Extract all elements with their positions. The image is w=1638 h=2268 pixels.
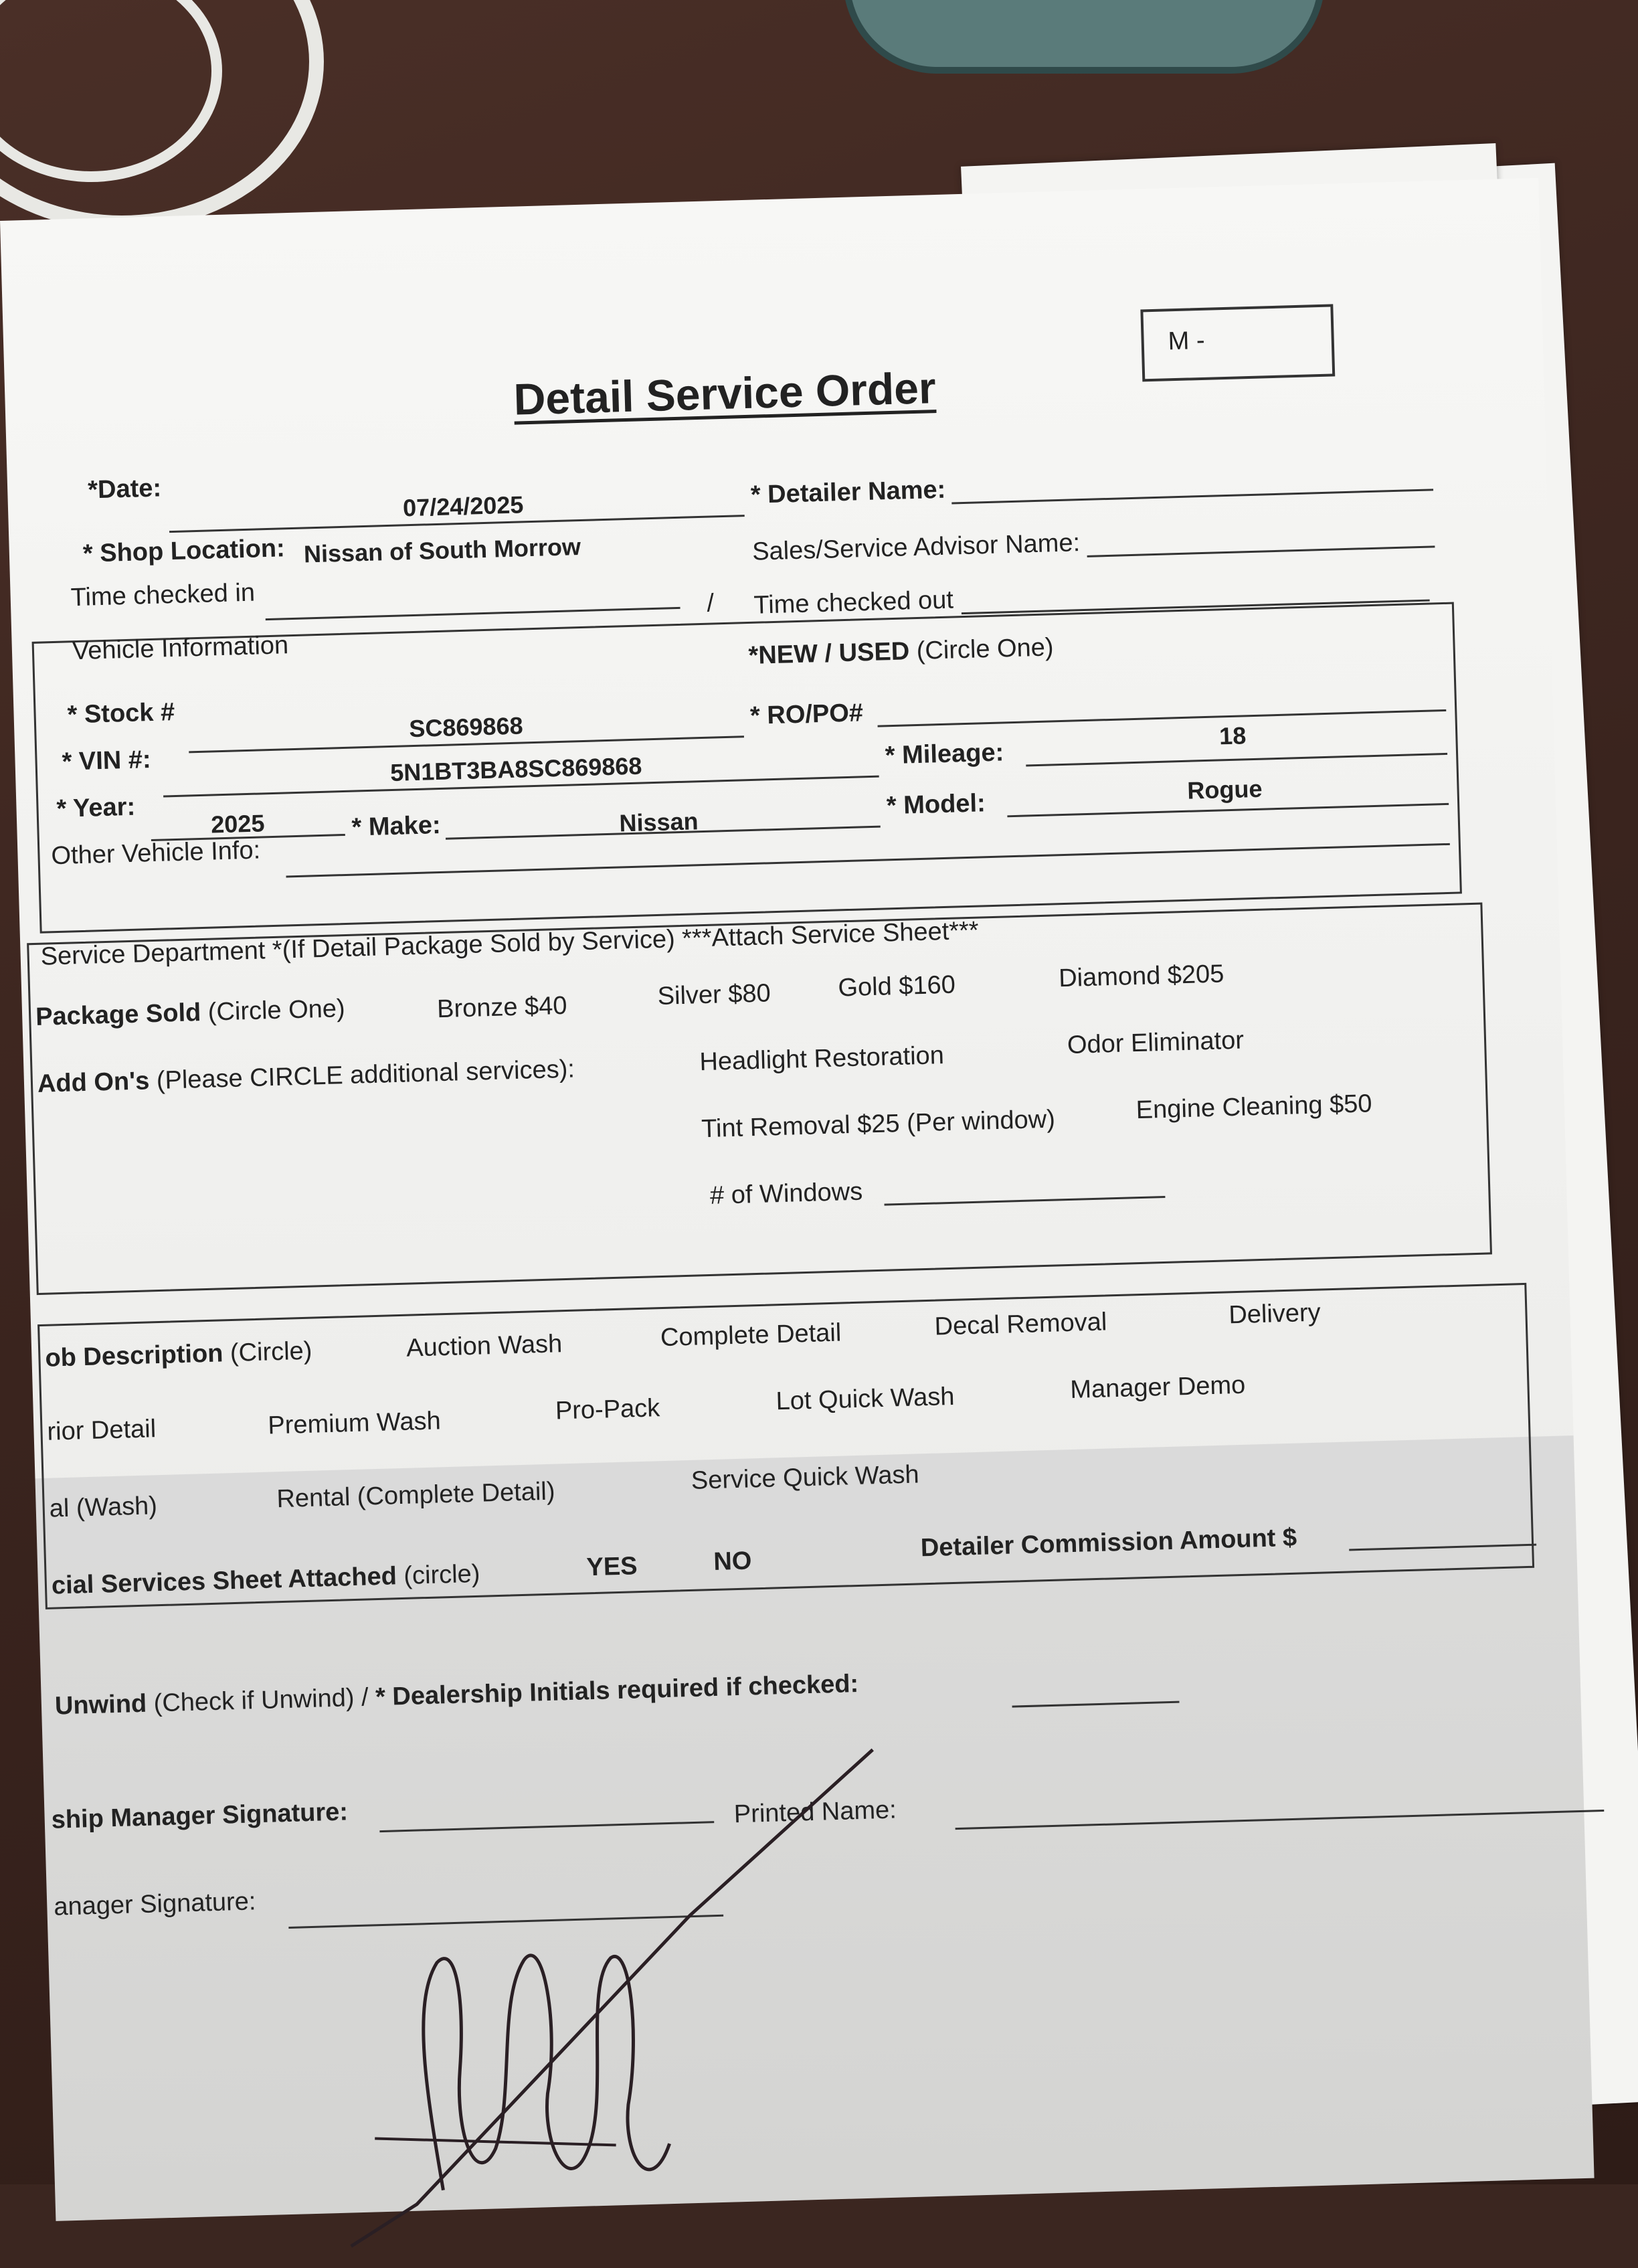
vin-label: * VIN #:: [62, 746, 152, 776]
job-premium-wash: Premium Wash: [267, 1407, 442, 1440]
mileage-value: 18: [1218, 721, 1247, 750]
service-department-label: Service Department *(If Detail Package Sold by Service) ***Attach Service Sheet***: [40, 916, 980, 971]
make-value: Nissan: [618, 807, 699, 837]
job-rental-complete-detail: Rental (Complete Detail): [276, 1477, 555, 1514]
special-services-hint: (circle): [403, 1559, 480, 1590]
commission-label: Detailer Commission Amount $: [920, 1523, 1297, 1563]
job-delivery: Delivery: [1228, 1298, 1322, 1330]
special-yes: YES: [585, 1552, 638, 1582]
job-complete-detail: Complete Detail: [660, 1318, 842, 1353]
job-interior-detail: rior Detail: [46, 1415, 157, 1446]
stock-label: * Stock #: [67, 698, 175, 729]
unwind-hint: (Check if Unwind) /: [153, 1683, 369, 1718]
package-sold-label: Package Sold: [35, 998, 201, 1031]
page-title: Detail Service Order: [513, 363, 937, 424]
stock-value: SC869868: [408, 711, 524, 743]
special-services-label: cial Services Sheet Attached: [51, 1562, 397, 1600]
year-label: * Year:: [56, 792, 136, 823]
other-vehicle-info-label: Other Vehicle Info:: [50, 836, 261, 871]
addon-tint-removal: Tint Removal $25 (Per window): [701, 1105, 1056, 1144]
date-value: 07/24/2025: [402, 491, 524, 522]
unwind-label: Unwind: [54, 1689, 147, 1721]
vin-value: 5N1BT3BA8SC869868: [389, 752, 642, 787]
addon-odor-eliminator: Odor Eliminator: [1067, 1026, 1245, 1059]
date-label: *Date:: [87, 474, 162, 505]
addons-label: Add On's: [37, 1067, 150, 1098]
addon-headlight-restoration: Headlight Restoration: [699, 1041, 945, 1077]
advisor-name-label: Sales/Service Advisor Name:: [751, 529, 1081, 566]
windows-label: # of Windows: [709, 1177, 863, 1210]
manager-signature-label: ship Manager Signature:: [51, 1798, 349, 1834]
initials-label: * Dealership Initials required if checked:: [375, 1670, 859, 1712]
job-manager-demo: Manager Demo: [1069, 1371, 1246, 1405]
second-manager-signature-label: anager Signature:: [53, 1887, 256, 1921]
handwritten-signature: [323, 1708, 940, 2260]
detailer-name-line: [951, 489, 1433, 504]
time-in-line: [266, 607, 680, 620]
package-bronze: Bronze $40: [436, 991, 568, 1024]
package-sold-hint: (Circle One): [207, 994, 346, 1027]
vehicle-info-label: Vehicle Information: [72, 631, 289, 666]
mileage-label: * Mileage:: [885, 738, 1004, 770]
job-auction-wash: Auction Wash: [405, 1330, 563, 1363]
job-service-quick-wash: Service Quick Wash: [691, 1460, 920, 1495]
m-box-label: M -: [1168, 326, 1206, 356]
time-separator: /: [706, 589, 715, 618]
new-used-text: *NEW / USED: [747, 637, 910, 671]
shop-location-label: * Shop Location:: [82, 534, 286, 568]
job-decal-removal: Decal Removal: [934, 1308, 1107, 1341]
year-value: 2025: [210, 809, 265, 839]
detail-service-order-sheet: [0, 178, 1595, 2221]
ro-po-label: * RO/PO#: [749, 699, 864, 730]
printed-name-label: Printed Name:: [733, 1796, 897, 1829]
job-description-hint: (Circle): [230, 1336, 312, 1368]
model-label: * Model:: [886, 789, 986, 820]
package-silver: Silver $80: [657, 979, 771, 1011]
teal-device: [843, 0, 1325, 74]
job-lot-quick-wash: Lot Quick Wash: [776, 1382, 955, 1416]
advisor-name-line: [1087, 545, 1435, 557]
job-rental-wash: al (Wash): [49, 1492, 158, 1523]
shop-location-value: Nissan of South Morrow: [303, 532, 581, 568]
make-label: * Make:: [351, 810, 442, 842]
special-no: NO: [713, 1547, 752, 1576]
new-used-hint: (Circle One): [916, 633, 1055, 665]
detailer-name-label: * Detailer Name:: [750, 475, 946, 509]
package-gold: Gold $160: [837, 970, 956, 1002]
job-description-label: ob Description: [44, 1339, 224, 1373]
m-number-box: [1140, 304, 1335, 381]
job-pro-pack: Pro-Pack: [555, 1394, 660, 1425]
time-in-label: Time checked in: [70, 578, 256, 612]
addons-hint: (Please CIRCLE additional services):: [156, 1055, 575, 1095]
model-value: Rogue: [1186, 774, 1263, 804]
package-diamond: Diamond $205: [1058, 960, 1224, 993]
addon-engine-cleaning: Engine Cleaning $50: [1135, 1089, 1373, 1125]
time-out-label: Time checked out: [753, 586, 954, 620]
